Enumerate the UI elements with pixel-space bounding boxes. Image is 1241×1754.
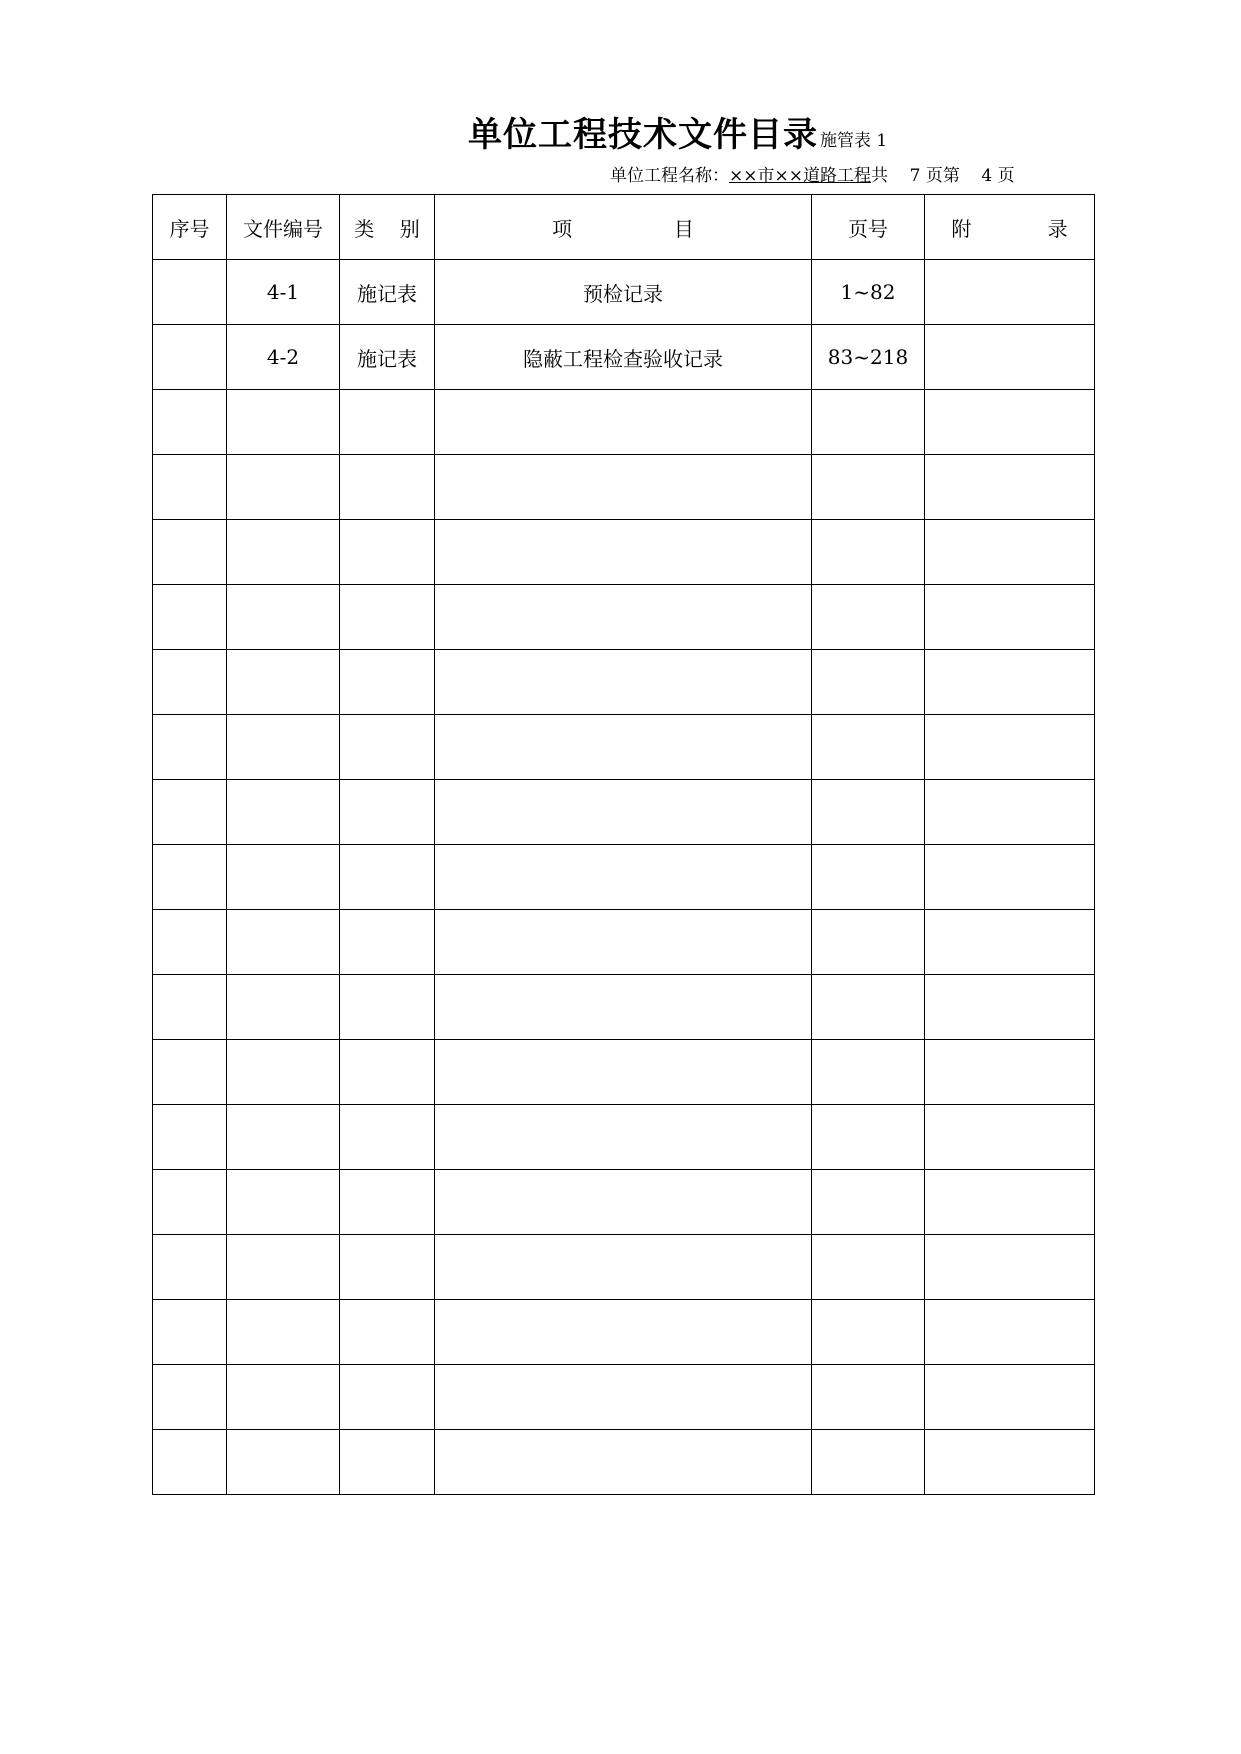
cell-appendix (925, 780, 1095, 845)
cell-category (340, 1300, 435, 1365)
table-row (153, 390, 1095, 455)
cell-category (340, 1105, 435, 1170)
table-body (153, 260, 1095, 1495)
cell-category (340, 715, 435, 780)
cell-file-number (227, 585, 340, 650)
cell-file-number (227, 1430, 340, 1495)
cell-file-number (227, 390, 340, 455)
cell-serial (153, 780, 227, 845)
cell-item (435, 715, 812, 780)
cell-appendix (925, 260, 1095, 325)
cell-item (435, 1040, 812, 1105)
cell-appendix (925, 975, 1095, 1040)
cell-file-number (227, 1105, 340, 1170)
form-code: 施管表 1 (820, 131, 888, 151)
table-row (153, 910, 1095, 975)
table-row (153, 1365, 1095, 1430)
table-row (153, 585, 1095, 650)
cell-file-number (227, 650, 340, 715)
cell-category (340, 390, 435, 455)
cell-serial (153, 325, 227, 390)
project-label: 单位工程名称： (610, 166, 729, 186)
cell-page-number (812, 1040, 925, 1105)
cell-item (435, 1170, 812, 1235)
cell-category (340, 650, 435, 715)
catalog-table (152, 194, 1095, 1495)
cell-appendix (925, 520, 1095, 585)
cell-item (435, 585, 812, 650)
table-row (153, 1235, 1095, 1300)
cell-page-number (812, 780, 925, 845)
cell-appendix (925, 455, 1095, 520)
cell-page-number: 83~218 (812, 325, 925, 390)
header-file-number: 文件编号 (227, 195, 340, 260)
cell-item (435, 1430, 812, 1495)
cell-appendix (925, 910, 1095, 975)
cell-category (340, 975, 435, 1040)
header-item: 项 目 (435, 195, 812, 260)
cell-category (340, 455, 435, 520)
table-row (153, 1105, 1095, 1170)
header-page-number: 页号 (812, 195, 925, 260)
table-header-row (153, 195, 1095, 260)
table-row (153, 1040, 1095, 1105)
cell-serial (153, 1040, 227, 1105)
cell-page-number (812, 1365, 925, 1430)
cell-file-number (227, 1170, 340, 1235)
cell-serial (153, 910, 227, 975)
cell-file-number: 4-1 (227, 260, 340, 325)
cell-item (435, 1300, 812, 1365)
table-row (153, 975, 1095, 1040)
header-appendix: 附 录 (925, 195, 1095, 260)
cell-serial (153, 520, 227, 585)
table-row (153, 845, 1095, 910)
cell-appendix (925, 650, 1095, 715)
cell-item (435, 650, 812, 715)
cell-appendix (925, 1300, 1095, 1365)
cell-file-number (227, 1040, 340, 1105)
cell-category (340, 1235, 435, 1300)
cell-serial (153, 1105, 227, 1170)
cell-serial (153, 650, 227, 715)
cell-serial (153, 975, 227, 1040)
cell-appendix (925, 1170, 1095, 1235)
cell-appendix (925, 1040, 1095, 1105)
cell-item (435, 1235, 812, 1300)
cell-page-number (812, 1105, 925, 1170)
cell-page-number: 1~82 (812, 260, 925, 325)
cell-file-number (227, 520, 340, 585)
cell-serial (153, 390, 227, 455)
cell-page-number (812, 845, 925, 910)
document-title: 单位工程技术文件目录 (468, 115, 818, 155)
cell-file-number (227, 715, 340, 780)
cell-appendix (925, 1430, 1095, 1495)
cell-category: 施记表 (340, 260, 435, 325)
cell-category (340, 910, 435, 975)
cell-serial (153, 455, 227, 520)
cell-page-number (812, 1170, 925, 1235)
cell-page-number (812, 650, 925, 715)
cell-item (435, 975, 812, 1040)
cell-page-number (812, 390, 925, 455)
cell-file-number (227, 845, 340, 910)
project-info-line (610, 168, 1015, 185)
cell-page-number (812, 520, 925, 585)
cell-appendix (925, 715, 1095, 780)
table-row (153, 650, 1095, 715)
cell-appendix (925, 390, 1095, 455)
cell-page-number (812, 975, 925, 1040)
page-title (468, 115, 888, 155)
cell-category (340, 585, 435, 650)
cell-appendix (925, 325, 1095, 390)
cell-serial (153, 1235, 227, 1300)
cell-category (340, 1430, 435, 1495)
cell-file-number (227, 1365, 340, 1430)
cell-file-number (227, 455, 340, 520)
cell-page-number (812, 455, 925, 520)
cell-item (435, 845, 812, 910)
cell-serial (153, 1430, 227, 1495)
cell-file-number (227, 1300, 340, 1365)
page-count: 共 7 页第 4 页 (870, 166, 1015, 186)
table-row (153, 1430, 1095, 1495)
header-serial: 序号 (153, 195, 227, 260)
cell-file-number: 4-2 (227, 325, 340, 390)
cell-page-number (812, 1430, 925, 1495)
cell-category (340, 520, 435, 585)
cell-category (340, 1170, 435, 1235)
cell-appendix (925, 1365, 1095, 1430)
cell-item (435, 455, 812, 520)
cell-item (435, 1365, 812, 1430)
header-category: 类 别 (340, 195, 435, 260)
table-row (153, 520, 1095, 585)
cell-item: 预检记录 (435, 260, 812, 325)
cell-file-number (227, 910, 340, 975)
cell-appendix (925, 1235, 1095, 1300)
cell-file-number (227, 780, 340, 845)
cell-category: 施记表 (340, 325, 435, 390)
cell-item (435, 780, 812, 845)
table-row (153, 715, 1095, 780)
cell-appendix (925, 1105, 1095, 1170)
table-row (153, 1170, 1095, 1235)
cell-item (435, 390, 812, 455)
cell-category (340, 845, 435, 910)
cell-serial (153, 1365, 227, 1430)
cell-page-number (812, 715, 925, 780)
cell-appendix (925, 845, 1095, 910)
table-row (153, 780, 1095, 845)
cell-category (340, 1365, 435, 1430)
cell-serial (153, 715, 227, 780)
table-row (153, 1300, 1095, 1365)
cell-item (435, 910, 812, 975)
cell-page-number (812, 585, 925, 650)
cell-serial (153, 1300, 227, 1365)
cell-serial (153, 585, 227, 650)
cell-file-number (227, 1235, 340, 1300)
table-row (153, 325, 1095, 390)
cell-page-number (812, 1300, 925, 1365)
cell-page-number (812, 910, 925, 975)
cell-item: 隐蔽工程检查验收记录 (435, 325, 812, 390)
cell-file-number (227, 975, 340, 1040)
cell-serial (153, 845, 227, 910)
cell-category (340, 780, 435, 845)
cell-item (435, 1105, 812, 1170)
table-row (153, 260, 1095, 325)
cell-page-number (812, 1235, 925, 1300)
cell-category (340, 1040, 435, 1105)
cell-serial (153, 1170, 227, 1235)
cell-item (435, 520, 812, 585)
cell-serial (153, 260, 227, 325)
project-name: ××市××道路工程 (729, 166, 871, 186)
table-row (153, 455, 1095, 520)
cell-appendix (925, 585, 1095, 650)
